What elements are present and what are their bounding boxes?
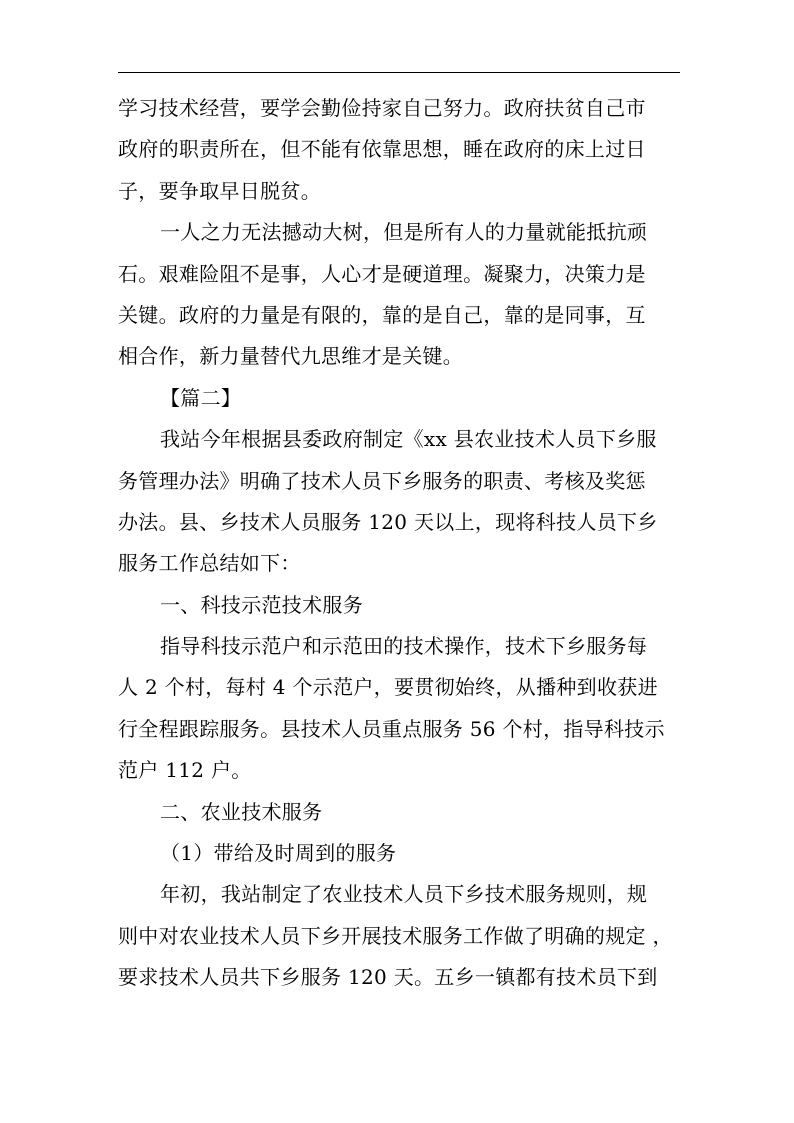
text-line: 人 2 个村，每村 4 个示范户，要贯彻始终，从播种到收获进 [118, 675, 658, 700]
text-line: 关键。政府的力量是有限的，靠的是自己，靠的是同事，互 [118, 302, 646, 327]
text-line: 范户 112 户。 [118, 758, 252, 783]
subsection-heading: 一、科技示范技术服务 [160, 592, 363, 617]
text-line: 要求技术人员共下乡服务 120 天。五乡一镇都有技术员下到 [118, 965, 658, 990]
text-line: 学习技术经营，要学会勤俭持家自己努力。政府扶贫自己市 [118, 96, 646, 120]
paragraph-start-line: 指导科技示范户和示范田的技术操作，技术下乡服务每 [160, 634, 648, 659]
header-rule [118, 72, 680, 73]
text-line: 石。艰难险阻不是事，人心才是硬道理。凝聚力，决策力是 [118, 261, 646, 286]
paragraph-start-line: 我站今年根据县委政府制定《xx 县农业技术人员下乡服 [160, 427, 657, 452]
paragraph-start-line: 一人之力无法撼动大树，但是所有人的力量就能抵抗顽 [160, 220, 648, 245]
text-line: 服务工作总结如下： [118, 551, 301, 576]
text-line: 政府的职责所在，但不能有依靠思想，睡在政府的床上过日 [118, 137, 646, 162]
text-line: 相合作，新力量替代九思维才是关键。 [118, 344, 464, 369]
paragraph-start-line: 年初，我站制定了农业技术人员下乡技术服务规则，规 [160, 882, 648, 907]
text-line: 务管理办法》明确了技术人员下乡服务的职责、考核及奖惩 [118, 468, 646, 493]
document-body [118, 88, 680, 999]
text-line: 办法。县、乡技术人员服务 120 天以上，现将科技人员下乡 [118, 509, 658, 534]
subsection-heading: （1）带给及时周到的服务 [160, 841, 397, 866]
subsection-heading: 二、农业技术服务 [160, 799, 323, 824]
text-line: 行全程跟踪服务。县技术人员重点服务 56 个村，指导科技示 [118, 716, 665, 741]
section-heading: 【篇二】 [160, 385, 242, 410]
text-line: 子，要争取早日脱贫。 [118, 178, 321, 203]
text-line: 则中对农业技术人员下乡开展技术服务工作做了明确的规定 ， [118, 923, 673, 948]
